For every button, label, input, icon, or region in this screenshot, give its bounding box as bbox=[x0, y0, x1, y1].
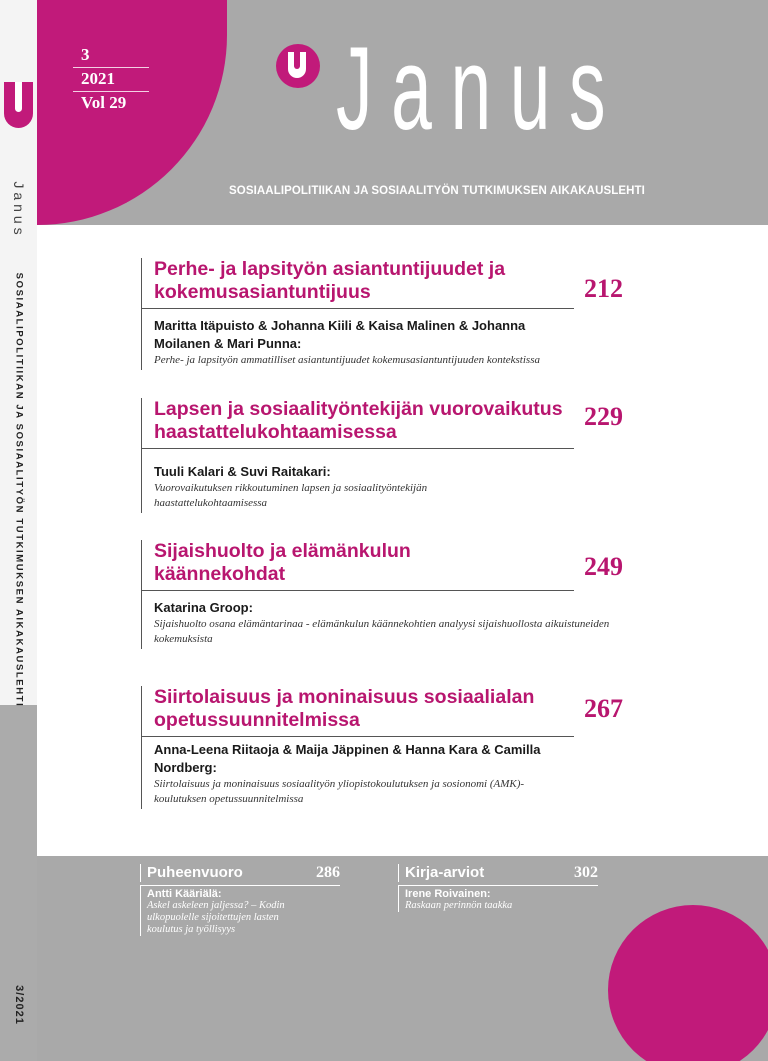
article-title: Siirtolaisuus ja moninaisuus sosiaalialan opetussuunnitelmissa bbox=[141, 686, 576, 736]
article-description: Siirtolaisuus ja moninaisuus sosiaalityön yliopistokoulutuksen ja sosionomi (AMK)-koulutuksen opetussuunnitelmissa bbox=[141, 777, 561, 809]
article-authors: Anna-Leena Riitaoja & Maija Jäppinen & Hanna Kara & Camilla Nordberg: bbox=[141, 737, 541, 777]
issue-year: 2021 bbox=[73, 68, 149, 92]
masthead-subtitle: SOSIAALIPOLITIIKAN JA SOSIAALITYÖN TUTKIMUKSEN AIKAKAUSLEHTI bbox=[229, 185, 645, 197]
article-title: Lapsen ja sosiaalityöntekijän vuorovaikutus haastattelukohtaamisessa bbox=[141, 398, 576, 448]
article-authors: Maritta Itäpuisto & Johanna Kiili & Kaisa Malinen & Johanna Moilanen & Mari Punna: bbox=[141, 309, 541, 353]
article-description: Sijaishuolto osana elämäntarinaa - elämänkulun käännekohtien analyysi sijaishuollosta aikuistuneiden kokemuksista bbox=[141, 617, 621, 649]
footer-section-page: 302 bbox=[574, 864, 598, 881]
issue-info bbox=[73, 44, 149, 115]
spine-issue: 3/2021 bbox=[13, 985, 25, 1025]
footer-description: Raskaan perinnön taakka bbox=[398, 900, 568, 912]
article-2 bbox=[141, 398, 641, 513]
footer-section-title: Puheenvuoro bbox=[147, 864, 243, 881]
spine-subtitle: SOSIAALIPOLITIIKAN JA SOSIAALITYÖN TUTKIMUKSEN AIKAKAUSLEHTI bbox=[13, 272, 25, 708]
article-page: 249 bbox=[584, 552, 623, 581]
footer-section-header bbox=[398, 864, 598, 882]
footer-section-kirja-arviot bbox=[398, 864, 598, 912]
issue-volume: Vol 29 bbox=[81, 93, 127, 112]
janus-logo-icon bbox=[276, 44, 320, 88]
article-description: Perhe- ja lapsityön ammatilliset asiantuntijuudet kokemusasiantuntijuuden kontekstissa bbox=[141, 353, 641, 370]
masthead-title: Janus bbox=[336, 23, 625, 155]
footer-section-header bbox=[140, 864, 340, 882]
article-1 bbox=[141, 258, 641, 370]
article-page: 267 bbox=[584, 694, 623, 723]
footer-section-page: 286 bbox=[316, 864, 340, 881]
issue-number: 3 bbox=[73, 44, 149, 68]
footer-section-puheenvuoro bbox=[140, 864, 340, 936]
article-page: 229 bbox=[584, 402, 623, 431]
article-4 bbox=[141, 686, 641, 809]
article-description: Vuorovaikutuksen rikkoutuminen lapsen ja sosiaalityöntekijän haastattelukohtaamisessa bbox=[141, 481, 501, 513]
article-3 bbox=[141, 540, 641, 649]
article-page: 212 bbox=[584, 274, 623, 303]
article-authors: Katarina Groop: bbox=[141, 591, 641, 617]
footer-author: Antti Kääriälä: bbox=[140, 886, 340, 900]
article-title: Sijaishuolto ja elämänkulun käännekohdat bbox=[141, 540, 576, 590]
article-title: Perhe- ja lapsityön asiantuntijuudet ja kokemusasiantuntijuus bbox=[141, 258, 576, 308]
footer-section-title: Kirja-arviot bbox=[405, 864, 485, 881]
article-authors: Tuuli Kalari & Suvi Raitakari: bbox=[141, 449, 641, 481]
spine-logo-icon bbox=[4, 82, 33, 128]
spine-title: Janus bbox=[11, 181, 27, 239]
footer-description: Askel askeleen jaljessa? – Kodin ulkopuolelle sijoitettujen lasten koulutus ja työllisyys bbox=[140, 900, 310, 936]
footer-author: Irene Roivainen: bbox=[398, 886, 598, 900]
